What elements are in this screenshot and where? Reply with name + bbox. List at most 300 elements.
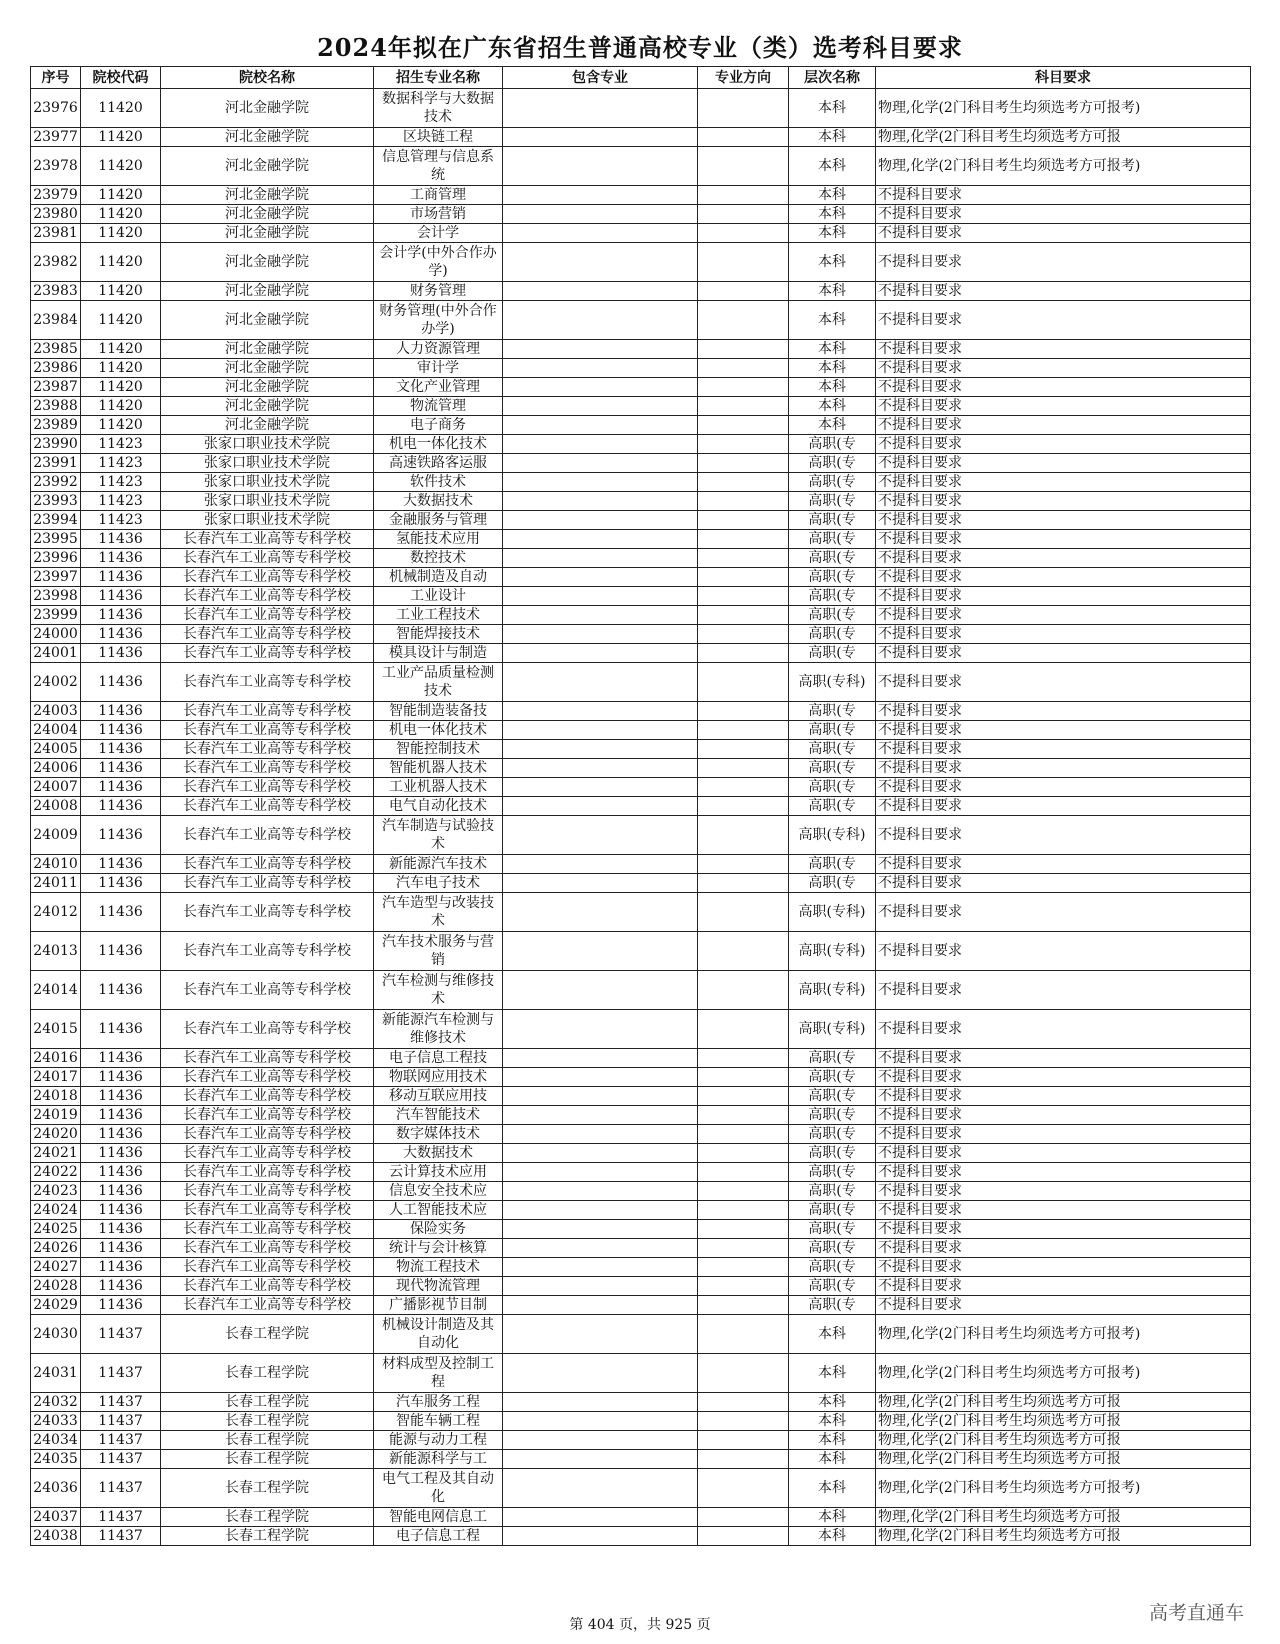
table-cell [698,1296,789,1315]
table-cell: 23982 [31,243,81,282]
table-cell [698,1393,789,1412]
table-cell [698,568,789,587]
table-cell [503,186,698,205]
table-cell [503,549,698,568]
table-cell: 工业机器人技术 [374,778,503,797]
watermark-logo: 高考直通车 [1148,1602,1244,1624]
table-cell: 机电一体化技术 [374,721,503,740]
table-cell [698,1125,789,1144]
table-cell: 物理,化学(2门科目考生均须选考方可报考) [876,147,1251,186]
table-cell: 高职(专 [789,1182,876,1201]
table-cell: 汽车技术服务与营销 [374,932,503,971]
table-row [31,1354,1251,1393]
table-cell: 新能源科学与工 [374,1450,503,1469]
table-cell: 不提科目要求 [876,492,1251,511]
table-cell: 11436 [81,1277,161,1296]
table-cell: 不提科目要求 [876,1277,1251,1296]
table-cell: 长春工程学院 [161,1412,374,1431]
table-row [31,473,1251,492]
table-row [31,759,1251,778]
table-cell: 23984 [31,301,81,340]
table-cell: 高职(专 [789,587,876,606]
table-cell: 23990 [31,435,81,454]
table-cell: 24005 [31,740,81,759]
table-cell [503,893,698,932]
table-cell: 不提科目要求 [876,1296,1251,1315]
table-cell: 长春汽车工业高等专科学校 [161,740,374,759]
table-cell [503,1258,698,1277]
table-cell: 长春工程学院 [161,1527,374,1546]
table-cell [503,1220,698,1239]
table-cell [698,1106,789,1125]
table-cell: 会计学 [374,224,503,243]
table-cell [698,702,789,721]
table-cell: 不提科目要求 [876,759,1251,778]
table-cell: 24017 [31,1068,81,1087]
table-cell: 11423 [81,435,161,454]
table-cell [698,1469,789,1508]
table-row [31,301,1251,340]
table-cell: 数控技术 [374,549,503,568]
table-cell: 本科 [789,1450,876,1469]
table-row [31,625,1251,644]
table-cell: 本科 [789,89,876,128]
table-cell: 24020 [31,1125,81,1144]
table-cell [698,759,789,778]
table-cell: 11420 [81,416,161,435]
table-cell: 高职(专 [789,435,876,454]
table-row [31,359,1251,378]
table-cell: 智能机器人技术 [374,759,503,778]
table-row [31,243,1251,282]
table-cell [698,205,789,224]
table-row [31,587,1251,606]
table-cell: 河北金融学院 [161,224,374,243]
table-cell: 11436 [81,606,161,625]
table-cell: 工业工程技术 [374,606,503,625]
table-cell: 汽车服务工程 [374,1393,503,1412]
table-cell [503,1508,698,1527]
table-cell: 财务管理(中外合作办学) [374,301,503,340]
table-cell: 财务管理 [374,282,503,301]
table-row [31,378,1251,397]
table-cell: 长春工程学院 [161,1469,374,1508]
table-cell: 11436 [81,1296,161,1315]
table-cell: 24037 [31,1508,81,1527]
table-row [31,186,1251,205]
table-cell: 11423 [81,473,161,492]
table-cell: 张家口职业技术学院 [161,492,374,511]
table-row [31,1087,1251,1106]
header-cell: 科目要求 [876,67,1251,89]
table-cell: 24024 [31,1201,81,1220]
table-cell: 长春汽车工业高等专科学校 [161,874,374,893]
table-cell: 11436 [81,1049,161,1068]
page-title: 2024年拟在广东省招生普通高校专业（类）选考科目要求 [317,33,963,62]
table-cell: 大数据技术 [374,492,503,511]
table-cell: 不提科目要求 [876,855,1251,874]
table-cell: 高职(专科) [789,893,876,932]
table-cell: 汽车电子技术 [374,874,503,893]
table-row [31,1010,1251,1049]
table-cell [698,128,789,147]
table-cell: 汽车造型与改装技术 [374,893,503,932]
table-cell [503,778,698,797]
table-cell: 长春汽车工业高等专科学校 [161,644,374,663]
table-cell: 不提科目要求 [876,1239,1251,1258]
table-cell: 汽车智能技术 [374,1106,503,1125]
table-cell [698,721,789,740]
table-cell: 24029 [31,1296,81,1315]
table-cell: 汽车检测与维修技术 [374,971,503,1010]
table-cell [698,1201,789,1220]
table-cell: 不提科目要求 [876,243,1251,282]
table-cell: 高职(专 [789,855,876,874]
table-cell: 11436 [81,530,161,549]
table-cell: 电子信息工程 [374,1527,503,1546]
table-cell: 新能源汽车技术 [374,855,503,874]
table-cell [698,740,789,759]
table-cell: 河北金融学院 [161,186,374,205]
table-row [31,1450,1251,1469]
table-cell [698,224,789,243]
table-cell: 物理,化学(2门科目考生均须选考方可报 [876,1527,1251,1546]
table-cell: 11436 [81,816,161,855]
table-row [31,492,1251,511]
table-cell: 本科 [789,128,876,147]
table-cell: 不提科目要求 [876,301,1251,340]
table-cell [503,1182,698,1201]
table-cell: 模具设计与制造 [374,644,503,663]
table-cell: 11436 [81,663,161,702]
table-cell [698,1258,789,1277]
table-cell [503,568,698,587]
table-row [31,224,1251,243]
table-cell: 不提科目要求 [876,359,1251,378]
table-cell: 24026 [31,1239,81,1258]
table-cell [503,492,698,511]
table-cell: 不提科目要求 [876,606,1251,625]
table-cell: 11437 [81,1431,161,1450]
table-cell: 市场营销 [374,205,503,224]
table-row [31,511,1251,530]
table-row [31,454,1251,473]
table-cell: 11436 [81,702,161,721]
table-cell [698,243,789,282]
table-cell: 24032 [31,1393,81,1412]
table-row [31,1393,1251,1412]
table-row [31,1220,1251,1239]
table-cell [698,778,789,797]
table-cell: 高职(专 [789,1220,876,1239]
table-cell [698,530,789,549]
table-cell: 智能制造装备技 [374,702,503,721]
table-cell: 不提科目要求 [876,1163,1251,1182]
table-cell [503,301,698,340]
table-row [31,663,1251,702]
table-cell: 智能焊接技术 [374,625,503,644]
table-cell: 不提科目要求 [876,971,1251,1010]
table-cell [503,1315,698,1354]
table-cell: 高职(专 [789,1296,876,1315]
table-cell: 24019 [31,1106,81,1125]
table-cell: 11436 [81,1201,161,1220]
table-cell [698,359,789,378]
table-cell [503,1354,698,1393]
table-cell: 河北金融学院 [161,416,374,435]
table-cell: 长春汽车工业高等专科学校 [161,971,374,1010]
table-cell: 24010 [31,855,81,874]
table-cell: 河北金融学院 [161,397,374,416]
requirements-table [30,66,1251,1546]
table-cell: 张家口职业技术学院 [161,454,374,473]
table-cell [503,1450,698,1469]
table-cell: 11436 [81,1125,161,1144]
table-cell: 现代物流管理 [374,1277,503,1296]
table-cell: 高职(专 [789,778,876,797]
table-cell: 11436 [81,1144,161,1163]
table-cell: 长春汽车工业高等专科学校 [161,1106,374,1125]
table-cell: 本科 [789,224,876,243]
table-cell: 长春工程学院 [161,1315,374,1354]
table-row [31,606,1251,625]
table-cell: 高职(专科) [789,816,876,855]
table-cell: 物流管理 [374,397,503,416]
table-cell [698,874,789,893]
table-cell: 人力资源管理 [374,340,503,359]
table-cell [698,511,789,530]
table-row [31,1106,1251,1125]
table-cell: 不提科目要求 [876,816,1251,855]
table-cell [503,1201,698,1220]
table-cell: 11436 [81,568,161,587]
table-row [31,1315,1251,1354]
table-cell: 本科 [789,340,876,359]
table-cell: 不提科目要求 [876,1106,1251,1125]
table-cell: 长春汽车工业高等专科学校 [161,587,374,606]
table-cell [698,301,789,340]
table-cell: 长春工程学院 [161,1431,374,1450]
table-row [31,416,1251,435]
table-cell [698,473,789,492]
table-cell: 23986 [31,359,81,378]
table-cell: 不提科目要求 [876,644,1251,663]
table-cell [503,359,698,378]
table-cell [698,1450,789,1469]
table-cell: 本科 [789,359,876,378]
table-cell: 高职(专科) [789,1010,876,1049]
table-row [31,89,1251,128]
table-cell [698,644,789,663]
table-cell [698,606,789,625]
table-cell: 金融服务与管理 [374,511,503,530]
table-cell: 数字媒体技术 [374,1125,503,1144]
table-cell: 高职(专 [789,1201,876,1220]
header-cell: 招生专业名称 [374,67,503,89]
table-cell: 24021 [31,1144,81,1163]
table-cell: 电子信息工程技 [374,1049,503,1068]
table-cell [503,530,698,549]
table-cell: 不提科目要求 [876,1182,1251,1201]
table-cell: 23992 [31,473,81,492]
table-cell: 不提科目要求 [876,1125,1251,1144]
table-cell: 本科 [789,282,876,301]
table-cell: 统计与会计核算 [374,1239,503,1258]
table-cell: 高职(专 [789,1163,876,1182]
table-cell: 24031 [31,1354,81,1393]
table-cell: 物理,化学(2门科目考生均须选考方可报考) [876,1354,1251,1393]
table-cell [503,128,698,147]
table-cell: 长春汽车工业高等专科学校 [161,816,374,855]
table-cell: 长春汽车工业高等专科学校 [161,663,374,702]
table-row [31,1431,1251,1450]
table-cell [503,797,698,816]
table-cell: 23994 [31,511,81,530]
table-cell: 不提科目要求 [876,1144,1251,1163]
table-cell: 长春汽车工业高等专科学校 [161,1277,374,1296]
table-cell: 11420 [81,224,161,243]
table-cell: 11436 [81,874,161,893]
table-cell: 不提科目要求 [876,454,1251,473]
table-row [31,1144,1251,1163]
table-cell [503,1106,698,1125]
table-cell: 24011 [31,874,81,893]
table-cell: 工业产品质量检测技术 [374,663,503,702]
table-cell: 23981 [31,224,81,243]
table-cell [698,454,789,473]
table-cell: 本科 [789,186,876,205]
table-cell [503,1469,698,1508]
header-cell: 院校名称 [161,67,374,89]
table-cell [503,1412,698,1431]
table-cell [503,606,698,625]
table-cell: 高职(专 [789,1239,876,1258]
table-cell: 本科 [789,147,876,186]
table-row [31,340,1251,359]
table-cell: 河北金融学院 [161,243,374,282]
table-cell: 长春汽车工业高等专科学校 [161,932,374,971]
table-cell: 高职(专 [789,1144,876,1163]
table-cell [698,1277,789,1296]
table-cell [698,1315,789,1354]
table-cell: 长春汽车工业高等专科学校 [161,855,374,874]
table-cell [503,1144,698,1163]
table-cell: 河北金融学院 [161,359,374,378]
table-cell: 不提科目要求 [876,625,1251,644]
table-cell: 11436 [81,893,161,932]
table-cell [503,855,698,874]
table-cell: 24035 [31,1450,81,1469]
table-cell: 23999 [31,606,81,625]
table-cell [698,397,789,416]
table-cell: 机电一体化技术 [374,435,503,454]
table-cell: 智能车辆工程 [374,1412,503,1431]
table-cell: 23995 [31,530,81,549]
table-row [31,282,1251,301]
table-cell: 本科 [789,1527,876,1546]
table-cell: 高职(专 [789,530,876,549]
table-cell: 物理,化学(2门科目考生均须选考方可报考) [876,1315,1251,1354]
table-row [31,893,1251,932]
table-cell: 河北金融学院 [161,301,374,340]
table-row [31,1412,1251,1431]
table-cell: 长春汽车工业高等专科学校 [161,893,374,932]
table-cell: 大数据技术 [374,1144,503,1163]
table-cell: 11437 [81,1412,161,1431]
table-row [31,816,1251,855]
table-cell: 本科 [789,301,876,340]
table-cell: 本科 [789,1393,876,1412]
table-cell: 24007 [31,778,81,797]
table-cell: 长春工程学院 [161,1393,374,1412]
table-cell: 不提科目要求 [876,702,1251,721]
table-cell: 不提科目要求 [876,568,1251,587]
table-cell [503,147,698,186]
table-cell [698,282,789,301]
table-cell: 高职(专 [789,1049,876,1068]
table-cell: 24006 [31,759,81,778]
table-cell: 物理,化学(2门科目考生均须选考方可报 [876,1508,1251,1527]
table-cell: 11420 [81,89,161,128]
table-cell: 23976 [31,89,81,128]
table-cell: 不提科目要求 [876,224,1251,243]
table-cell: 24008 [31,797,81,816]
table-cell: 移动互联应用技 [374,1087,503,1106]
table-cell: 电气自动化技术 [374,797,503,816]
table-cell: 11436 [81,1182,161,1201]
table-cell: 本科 [789,1354,876,1393]
table-cell: 张家口职业技术学院 [161,511,374,530]
table-cell [503,1277,698,1296]
table-cell [503,511,698,530]
table-cell [698,492,789,511]
table-cell: 11420 [81,301,161,340]
table-cell: 高职(专 [789,702,876,721]
table-cell [698,1220,789,1239]
table-cell: 11436 [81,1220,161,1239]
table-row [31,1125,1251,1144]
table-cell: 不提科目要求 [876,397,1251,416]
table-cell: 不提科目要求 [876,549,1251,568]
table-cell [503,663,698,702]
table-cell: 24038 [31,1527,81,1546]
header-cell: 院校代码 [81,67,161,89]
table-row [31,740,1251,759]
table-cell: 高职(专 [789,1087,876,1106]
table-cell [698,587,789,606]
table-row [31,874,1251,893]
table-cell: 24033 [31,1412,81,1431]
table-cell: 长春汽车工业高等专科学校 [161,1239,374,1258]
table-cell: 11436 [81,1087,161,1106]
table-cell [503,1239,698,1258]
table-cell [698,89,789,128]
table-cell: 11437 [81,1315,161,1354]
table-cell: 物理,化学(2门科目考生均须选考方可报 [876,1412,1251,1431]
table-cell: 不提科目要求 [876,511,1251,530]
table-cell [698,416,789,435]
table-cell: 11436 [81,1106,161,1125]
table-cell: 本科 [789,1315,876,1354]
table-cell: 本科 [789,1508,876,1527]
table-cell: 新能源汽车检测与维修技术 [374,1010,503,1049]
table-cell [503,644,698,663]
table-cell: 11420 [81,205,161,224]
table-cell: 智能电网信息工 [374,1508,503,1527]
table-cell: 23997 [31,568,81,587]
table-cell: 高速铁路客运服 [374,454,503,473]
table-cell: 11420 [81,243,161,282]
